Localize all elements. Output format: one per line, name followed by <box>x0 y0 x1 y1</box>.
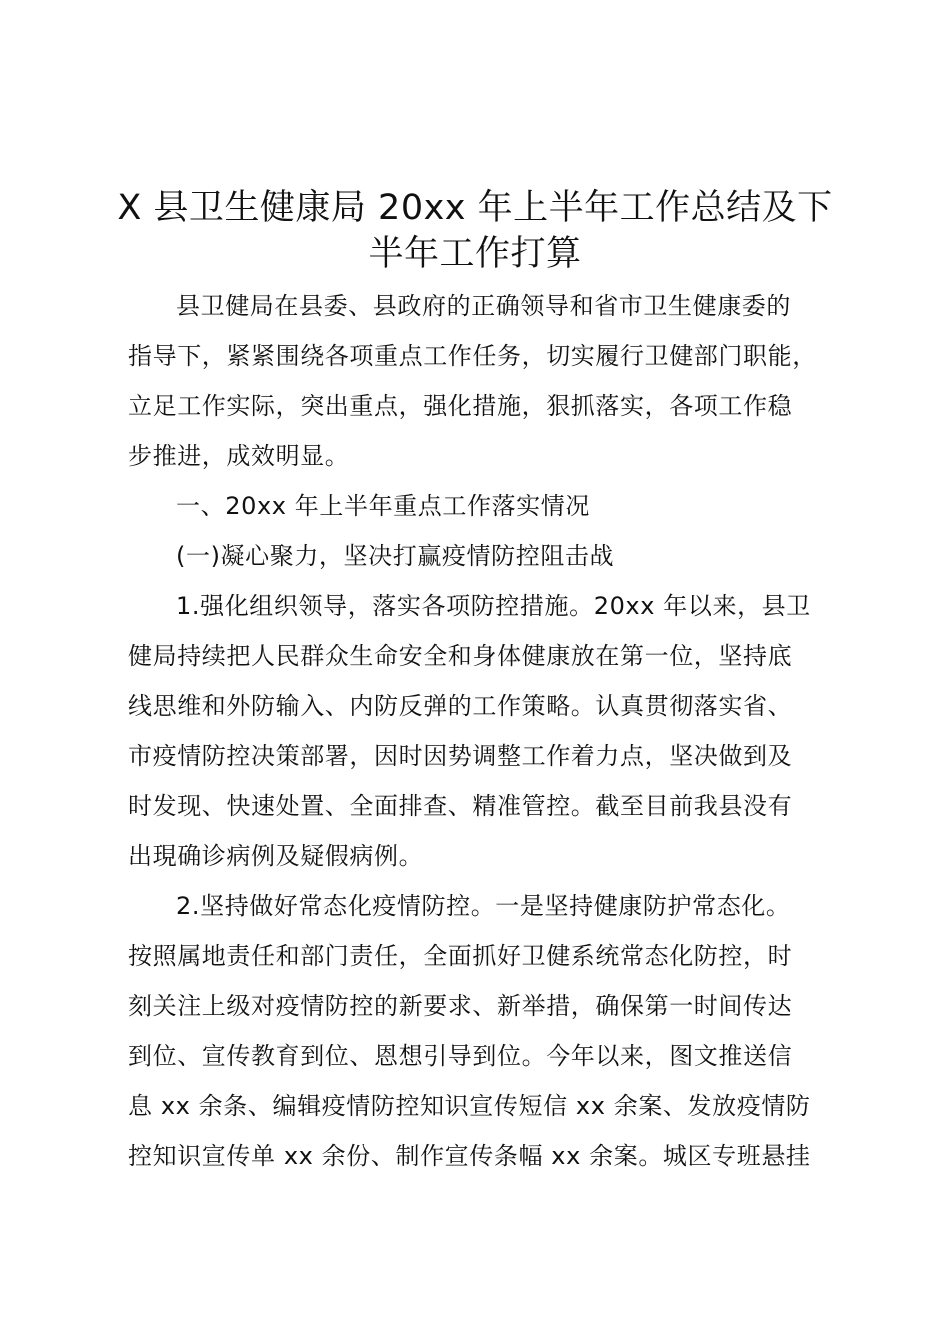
subsection-heading: (一)凝心聚力，坚决打赢疫情防控阻击战 <box>176 542 615 570</box>
section-heading: 一、20xx 年上半年重点工作落实情况 <box>176 492 590 520</box>
paragraph-line: 刻关注上级对疫情防控的新要求、新举措，确保第一时间传达 <box>128 992 793 1020</box>
paragraph-line: 控知识宣传单 xx 余份、制作宣传条幅 xx 余案。城区专班悬挂 <box>128 1142 811 1170</box>
document-title-line-1: X 县卫生健康局 20xx 年上半年工作总结及下 <box>117 188 833 228</box>
paragraph-line: 到位、宣传教育到位、恩想引导到位。今年以来，图文推送信 <box>128 1042 793 1070</box>
document-title-line-2: 半年工作打算 <box>368 234 582 274</box>
paragraph-line: 时发现、快速处置、全面排查、精准管控。截至目前我县没有 <box>128 792 793 820</box>
paragraph-line: 步推进，成效明显。 <box>128 442 350 470</box>
paragraph-line: 立足工作实际，突出重点，强化措施，狠抓落实，各项工作稳 <box>128 392 793 420</box>
paragraph-line: 指导下，紧紧围绕各项重点工作任务，切实履行卫健部门职能， <box>128 342 817 370</box>
paragraph-line: 县卫健局在县委、县政府的正确领导和省市卫生健康委的 <box>176 292 791 320</box>
paragraph-line: 线思维和外防输入、内防反弹的工作策略。认真贯彻落实省、 <box>128 692 793 720</box>
paragraph-line: 健局持续把人民群众生命安全和身体健康放在第一位，坚持底 <box>128 642 793 670</box>
paragraph-line: 市疫情防控决策部署，因时因势调整工作着力点，坚决做到及 <box>128 742 793 770</box>
paragraph-line: 2.坚持做好常态化疫情防控。一是坚持健康防护常态化。 <box>176 892 791 920</box>
paragraph-line: 按照属地责任和部门责任，全面抓好卫健系统常态化防控，时 <box>128 942 793 970</box>
paragraph-line: 出現确诊病例及疑假病例。 <box>128 842 424 870</box>
paragraph-line: 息 xx 余条、编辑疫情防控知识宣传短信 xx 余案、发放疫情防 <box>128 1092 811 1120</box>
paragraph-line: 1.强化组织领导，落实各项防控措施。20xx 年以来，县卫 <box>176 592 811 620</box>
